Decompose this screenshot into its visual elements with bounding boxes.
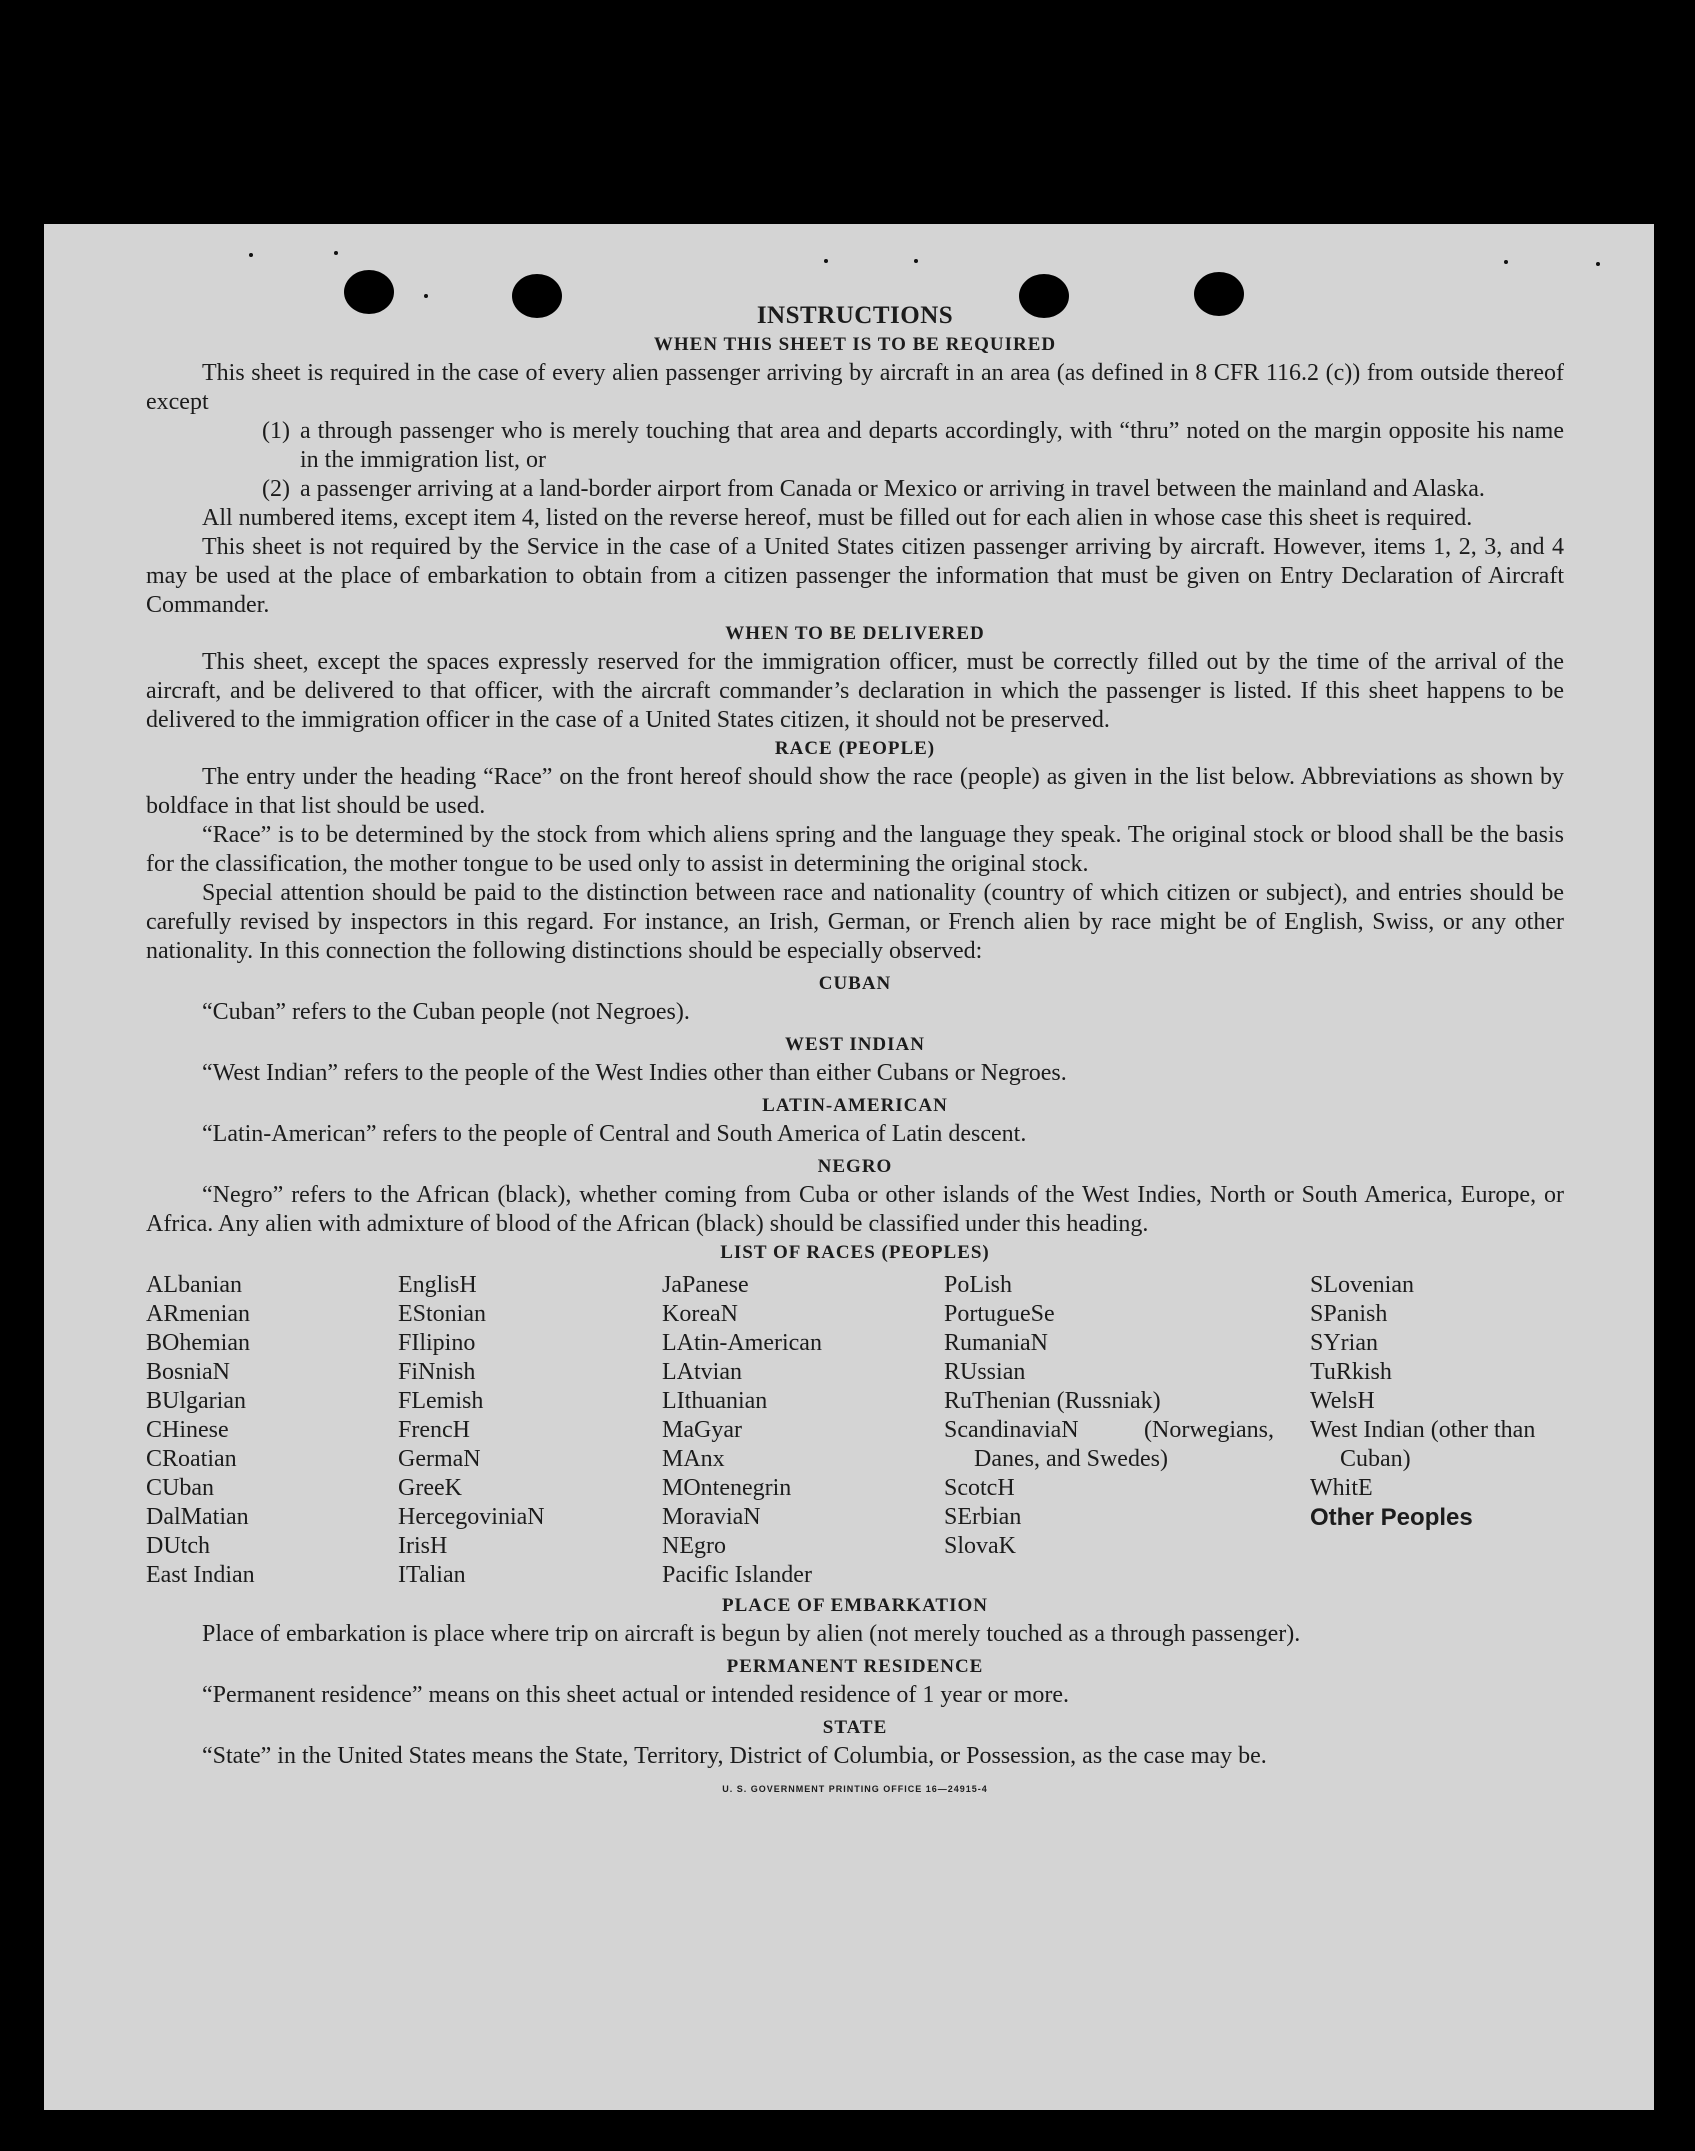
list-item: LIthuanian [662,1388,768,1414]
list-item: ARmenian [146,1301,250,1327]
list-item: CUban [146,1475,214,1501]
race-column-4 [944,1271,1284,1590]
section-heading-negro: NEGRO [817,1156,893,1177]
paragraph: “Cuban” refers to the Cuban people (not Negroes). [202,999,690,1025]
list-item: SlovaK [944,1533,1016,1559]
race-column-5 [1310,1271,1564,1590]
paragraph: Place of embarkation is place where trip on aircraft is begun by alien (not merely touched as a through passenger). [202,1621,1301,1647]
section-heading-list: LIST OF RACES (PEOPLES) [720,1242,990,1263]
paragraph: This sheet is not required by the Service in the case of a United States citizen passenger arriving by aircraft. However, items 1, 2, 3, and 4 may be used at the place of embarkation to obtain from a citizen passenger the information that must be given on Entry Declaration of Aircraft Commander. [146,534,1564,618]
section-heading-embarkation: PLACE OF EMBARKATION [722,1595,988,1616]
item-number: (2) [262,476,290,502]
section-heading-west-indian: WEST INDIAN [785,1034,925,1055]
item-text: a through passenger who is merely touching that area and departs accordingly, with “thru” noted on the margin opposite his name in the immigration list, or [300,418,1564,473]
list-item: Other Peoples [1310,1504,1473,1531]
item-number: (1) [262,418,290,444]
list-item: DUtch [146,1533,210,1559]
paragraph: “Latin-American” refers to the people of Central and South America of Latin descent. [202,1121,1027,1147]
list-item: BOhemian [146,1330,250,1356]
list-item: PoLish [944,1272,1013,1298]
speck [1504,260,1508,264]
list-item: BUlgarian [146,1388,246,1414]
speck [914,259,918,263]
list-item: Pacific Islander [662,1562,812,1588]
list-item: ScandinaviaN (Norwegians, Danes, and Swedes) [944,1417,1274,1472]
list-item: DalMatian [146,1504,249,1530]
paragraph: “State” in the United States means the State, Territory, District of Columbia, or Possession, as the case may be. [202,1743,1267,1769]
paragraph: All numbered items, except item 4, listed on the reverse hereof, must be filled out for each alien in whose case this sheet is required. [202,505,1473,531]
list-item: FrencH [398,1417,470,1443]
document-sheet [44,224,1654,2110]
list-item [262,475,1564,504]
list-item: MoraviaN [662,1504,761,1530]
list-item: HercegoviniaN [398,1504,545,1530]
list-item: IrisH [398,1533,448,1559]
list-item: WelsH [1310,1388,1375,1414]
list-item: GermaN [398,1446,481,1472]
list-item: KoreaN [662,1301,738,1327]
list-item: GreeK [398,1475,462,1501]
paragraph: “Permanent residence” means on this sheet actual or intended residence of 1 year or more. [202,1682,1069,1708]
list-item: East Indian [146,1562,255,1588]
item-text: a passenger arriving at a land-border airport from Canada or Mexico or arriving in travel between the mainland and Alaska. [300,476,1485,502]
list-item: MaGyar [662,1417,742,1443]
section-heading-residence: PERMANENT RESIDENCE [726,1656,984,1677]
paragraph: This sheet is required in the case of every alien passenger arriving by aircraft in an area (as defined in 8 CFR 116.2 (c)) from outside thereof except [146,360,1564,415]
section-heading-state: STATE [822,1717,888,1738]
list-item: EnglisH [398,1272,477,1298]
paragraph: “Race” is to be determined by the stock from which aliens spring and the language they speak. The original stock or blood shall be the basis for the classification, the mother tongue to be used only to assist in determining the original stock. [146,822,1564,877]
paragraph: “West Indian” refers to the people of the West Indies other than either Cubans or Negroes. [202,1060,1067,1086]
list-item [262,417,1564,475]
list-item: BosniaN [146,1359,230,1385]
list-item: FIlipino [398,1330,476,1356]
race-column-3 [662,1271,944,1590]
speck [824,259,828,263]
list-item: MAnx [662,1446,725,1472]
instructions-content [146,299,1564,1804]
section-heading-race: RACE (PEOPLE) [774,738,936,759]
speck [424,294,428,298]
list-item: MOntenegrin [662,1475,792,1501]
race-list [146,1271,1564,1590]
list-item: RUssian [944,1359,1026,1385]
list-item: FiNnish [398,1359,476,1385]
list-item: EStonian [398,1301,486,1327]
list-item: SLovenian [1310,1272,1414,1298]
paragraph: The entry under the heading “Race” on the front hereof should show the race (people) as given in the list below. Abbreviations as shown by boldface in that list should be used. [146,764,1564,819]
list-item: ALbanian [146,1272,242,1298]
list-item: PortugueSe [944,1301,1055,1327]
list-item: SErbian [944,1504,1022,1530]
list-item: JaPanese [662,1272,749,1298]
list-item: CRoatian [146,1446,237,1472]
paragraph: This sheet, except the spaces expressly reserved for the immigration officer, must be correctly filled out by the time of the arrival of the aircraft, and be delivered to that officer, with the aircraft commander’s declaration in which the passenger is listed. If this sheet happens to be delivered to the immigration officer in the case of a United States citizen, it should not be preserved. [146,649,1564,733]
list-item: WhitE [1310,1475,1373,1501]
race-column-1 [146,1271,398,1590]
list-item: TuRkish [1310,1359,1392,1385]
speck [1596,262,1600,266]
list-item: NEgro [662,1533,726,1559]
speck [249,253,253,257]
list-item: SPanish [1310,1301,1388,1327]
section-heading-delivered: WHEN TO BE DELIVERED [725,623,985,644]
list-item: FLemish [398,1388,484,1414]
list-item: SYrian [1310,1330,1378,1356]
list-item: RuThenian (Russniak) [944,1388,1161,1414]
list-item: ScotcH [944,1475,1015,1501]
list-item: RumaniaN [944,1330,1048,1356]
list-item: ITalian [398,1562,466,1588]
section-heading-latin-american: LATIN-AMERICAN [762,1095,948,1116]
speck [334,251,338,255]
list-item: LAtvian [662,1359,742,1385]
printer-imprint: U. S. GOVERNMENT PRINTING OFFICE 16—24915-4 [722,1784,988,1794]
list-item: West Indian (other than Cuban) [1310,1417,1536,1472]
paragraph: Special attention should be paid to the distinction between race and nationality (country of which citizen or subject), and entries should be carefully revised by inspectors in this regard. For instance, an Irish, German, or French alien by race might be of English, Swiss, or any other nationality. In this connection the following distinctions should be especially observed: [146,880,1564,964]
paragraph: “Negro” refers to the African (black), whether coming from Cuba or other islands of the West Indies, North or South America, Europe, or Africa. Any alien with admixture of blood of the African (black) should be classified under this heading. [146,1182,1564,1237]
list-item: CHinese [146,1417,229,1443]
section-heading-required: WHEN THIS SHEET IS TO BE REQUIRED [653,334,1057,355]
list-item: LAtin-American [662,1330,822,1356]
section-heading-cuban: CUBAN [818,973,892,994]
race-column-2 [398,1271,662,1590]
page-title: INSTRUCTIONS [756,302,954,329]
